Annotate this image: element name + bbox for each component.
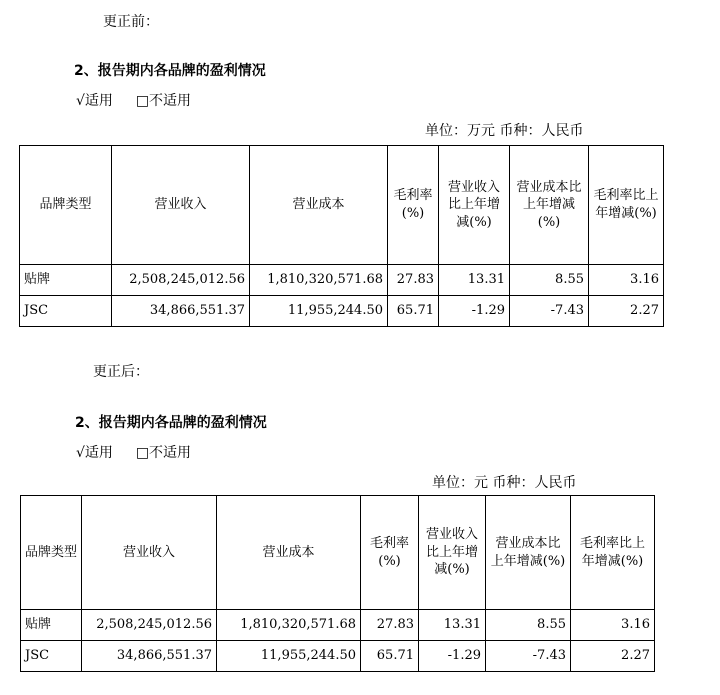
cell-margin-change: 2.27 bbox=[589, 296, 664, 327]
header-cost-change: 营业成本比上年增减(%) bbox=[486, 496, 571, 610]
after-not-applicable-option: □不适用 bbox=[135, 445, 192, 461]
after-options bbox=[76, 442, 191, 462]
table-row bbox=[21, 610, 655, 641]
table-row bbox=[20, 296, 664, 327]
cell-gross-margin: 65.71 bbox=[361, 641, 419, 672]
cell-margin-change: 3.16 bbox=[571, 610, 655, 641]
header-gross-margin: 毛利率(%) bbox=[388, 146, 439, 265]
table-header-row bbox=[21, 496, 655, 610]
cell-margin-change: 3.16 bbox=[589, 265, 664, 296]
after-unit-line: 单位：元 币种：人民币 bbox=[432, 475, 577, 491]
header-revenue: 营业收入 bbox=[112, 146, 250, 265]
header-cost-change: 营业成本比上年增减(%) bbox=[510, 146, 589, 265]
cell-cost-change: 8.55 bbox=[510, 265, 589, 296]
cell-cost-change: -7.43 bbox=[486, 641, 571, 672]
header-margin-change: 毛利率比上年增减(%) bbox=[571, 496, 655, 610]
header-gross-margin: 毛利率(%) bbox=[361, 496, 419, 610]
table-header-row bbox=[20, 146, 664, 265]
cell-revenue-change: 13.31 bbox=[419, 610, 486, 641]
cell-brand: JSC bbox=[20, 296, 112, 327]
cell-revenue: 2,508,245,012.56 bbox=[82, 610, 217, 641]
cell-revenue-change: -1.29 bbox=[419, 641, 486, 672]
header-revenue-change: 营业收入比上年增减(%) bbox=[439, 146, 510, 265]
header-brand-type: 品牌类型 bbox=[20, 146, 112, 265]
header-margin-change: 毛利率比上年增减(%) bbox=[589, 146, 664, 265]
table-row bbox=[20, 265, 664, 296]
cell-cost: 11,955,244.50 bbox=[250, 296, 388, 327]
cell-cost-change: -7.43 bbox=[510, 296, 589, 327]
before-unit-line: 单位：万元 币种：人民币 bbox=[425, 123, 584, 139]
before-options bbox=[76, 90, 191, 110]
before-not-applicable-option: □不适用 bbox=[135, 93, 192, 109]
cell-revenue-change: 13.31 bbox=[439, 265, 510, 296]
after-applicable-option: √适用 bbox=[76, 445, 113, 461]
after-profit-table bbox=[20, 495, 655, 672]
cell-margin-change: 2.27 bbox=[571, 641, 655, 672]
cell-brand: JSC bbox=[21, 641, 82, 672]
before-label: 更正前： bbox=[103, 14, 159, 30]
cell-gross-margin: 27.83 bbox=[361, 610, 419, 641]
header-cost: 营业成本 bbox=[217, 496, 361, 610]
before-section-heading: 2、报告期内各品牌的盈利情况 bbox=[74, 63, 266, 79]
header-brand-type: 品牌类型 bbox=[21, 496, 82, 610]
cell-cost: 1,810,320,571.68 bbox=[217, 610, 361, 641]
cell-revenue: 2,508,245,012.56 bbox=[112, 265, 250, 296]
header-cost: 营业成本 bbox=[250, 146, 388, 265]
header-revenue-change: 营业收入比上年增减(%) bbox=[419, 496, 486, 610]
cell-gross-margin: 65.71 bbox=[388, 296, 439, 327]
cell-revenue-change: -1.29 bbox=[439, 296, 510, 327]
after-section-heading: 2、报告期内各品牌的盈利情况 bbox=[75, 415, 267, 431]
after-label: 更正后： bbox=[93, 364, 149, 380]
cell-revenue: 34,866,551.37 bbox=[112, 296, 250, 327]
cell-cost: 11,955,244.50 bbox=[217, 641, 361, 672]
table-row bbox=[21, 641, 655, 672]
cell-brand: 贴牌 bbox=[20, 265, 112, 296]
cell-revenue: 34,866,551.37 bbox=[82, 641, 217, 672]
header-revenue: 营业收入 bbox=[82, 496, 217, 610]
before-applicable-option: √适用 bbox=[76, 93, 113, 109]
cell-brand: 贴牌 bbox=[21, 610, 82, 641]
cell-gross-margin: 27.83 bbox=[388, 265, 439, 296]
cell-cost: 1,810,320,571.68 bbox=[250, 265, 388, 296]
cell-cost-change: 8.55 bbox=[486, 610, 571, 641]
before-profit-table bbox=[19, 145, 664, 327]
